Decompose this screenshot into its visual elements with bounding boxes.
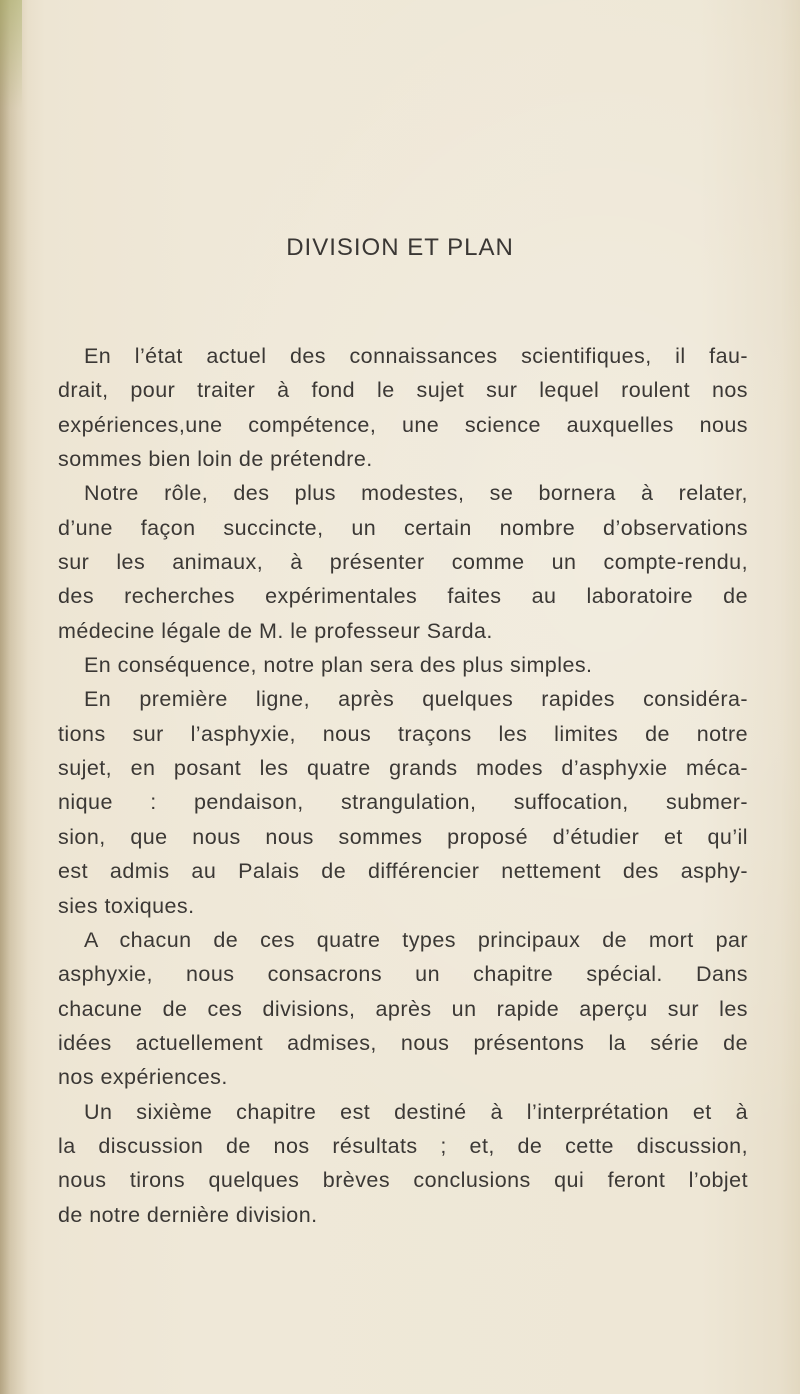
text-line: Notre rôle, des plus modestes, se bornera à relater, xyxy=(84,481,748,506)
text-line: est admis au Palais de différencier nettement des asphy- xyxy=(58,859,748,884)
text-line: En conséquence, notre plan sera des plus simples. xyxy=(84,653,593,678)
text-line: sujet, en posant les quatre grands modes d’asphyxie méca- xyxy=(58,756,748,781)
body-text xyxy=(58,339,748,1232)
text-line: tions sur l’asphyxie, nous traçons les limites de notre xyxy=(58,721,748,746)
corner-stain xyxy=(0,0,22,110)
binding-shadow xyxy=(0,0,28,1394)
text-line: A chacun de ces quatre types principaux de mort par xyxy=(84,927,748,952)
page-title: DIVISION ET PLAN xyxy=(286,234,514,261)
text-line: Un sixième chapitre est destiné à l’interprétation et à xyxy=(84,1099,748,1124)
text-line: idées actuellement admises, nous présentons la série de xyxy=(58,1030,748,1055)
text-line: asphyxie, nous consacrons un chapitre spécial. Dans xyxy=(58,962,748,987)
text-line: sies toxiques. xyxy=(58,893,195,918)
text-line: nique : pendaison, strangulation, suffocation, submer- xyxy=(58,790,748,815)
text-line: nos expériences. xyxy=(58,1065,228,1090)
text-line: des recherches expérimentales faites au laboratoire de xyxy=(58,584,748,609)
text-line: sion, que nous nous sommes proposé d’étudier et qu’il xyxy=(58,824,748,849)
text-line: expériences,une compétence, une science auxquelles nous xyxy=(58,412,748,437)
text-line: sommes bien loin de prétendre. xyxy=(58,447,373,472)
text-line: la discussion de nos résultats ; et, de cette discussion, xyxy=(58,1133,748,1158)
text-line: nous tirons quelques brèves conclusions qui feront l’objet xyxy=(58,1168,748,1193)
text-line: drait, pour traiter à fond le sujet sur lequel roulent nos xyxy=(58,378,748,403)
text-line: d’une façon succincte, un certain nombre d’observations xyxy=(58,515,748,540)
text-line: En l’état actuel des connaissances scientifiques, il fau- xyxy=(84,344,748,368)
text-line: En première ligne, après quelques rapides considéra- xyxy=(84,687,748,712)
text-line: sur les animaux, à présenter comme un compte-rendu, xyxy=(58,550,748,575)
text-line: médecine légale de M. le professeur Sarda. xyxy=(58,618,493,643)
text-line: chacune de ces divisions, après un rapide aperçu sur les xyxy=(58,996,748,1021)
text-line: de notre dernière division. xyxy=(58,1202,318,1227)
